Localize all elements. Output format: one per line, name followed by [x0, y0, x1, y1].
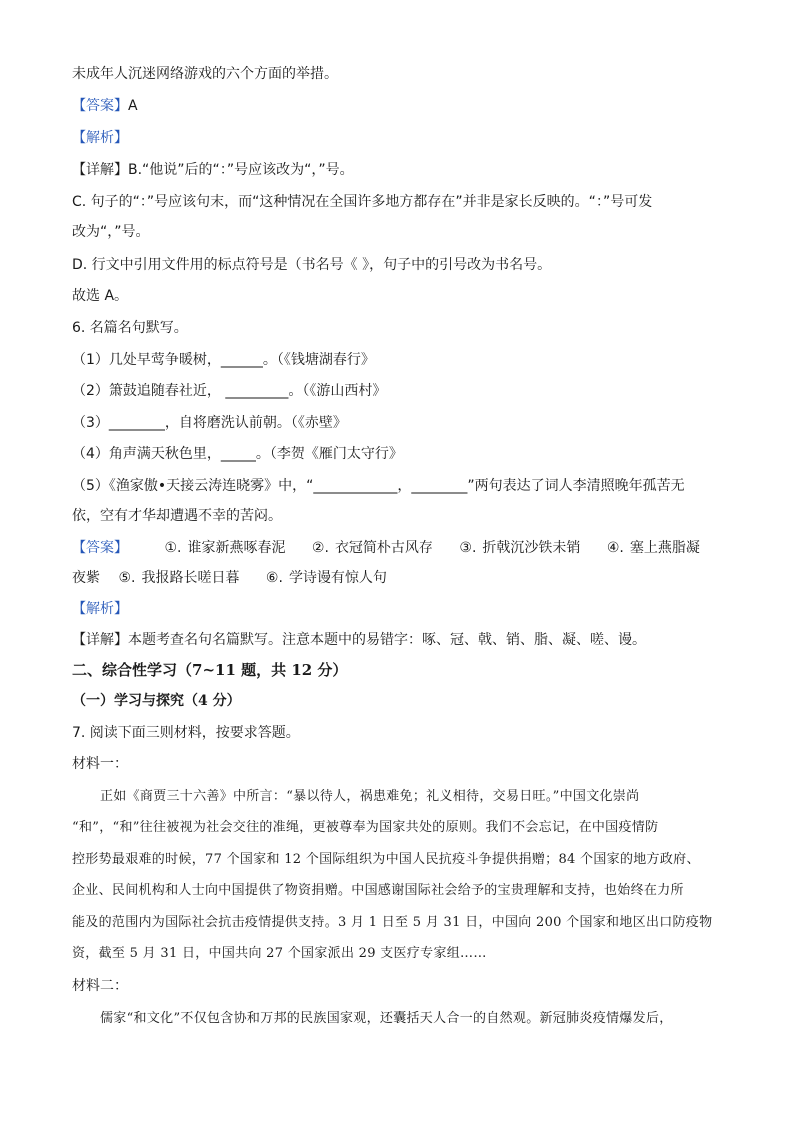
answer-item: ④. 塞上燕脂凝	[606, 540, 700, 556]
detail-tag: 【详解】	[72, 162, 128, 178]
answer-item: ①. 谁家新燕啄春泥	[164, 540, 286, 556]
analysis-tag: 【解析】	[72, 601, 128, 617]
detail-text: 本题考查名句名篇默写。注意本题中的易错字：啄、冠、戟、销、脂、凝、嗟、谩。	[128, 632, 646, 648]
detail-line	[72, 160, 722, 180]
material-label: 材料二：	[72, 978, 128, 994]
text-line: 未成年人沉迷网络游戏的六个方面的举措。	[72, 66, 338, 82]
analysis-tag: 【解析】	[72, 130, 128, 146]
detail-line	[72, 630, 722, 650]
answer-item: ⑤. 我报路长嗟日暮	[118, 570, 240, 586]
material-text: 能及的范围内为国际社会抗击疫情提供支持。3 月 1 日至 5 月 31 日，中国向 200 个国家和地区出口防疫物	[72, 915, 713, 930]
material-text: 企业、民间机构和人士向中国提供了物资捐赠。中国感谢国际社会给予的宝贵理解和支持，也始终在力所	[72, 883, 684, 898]
answer-line	[72, 538, 722, 558]
material-text: “和”，“和”往往被视为社会交往的准绳，更被尊奉为国家共处的原则。我们不会忘记，在中国疫情防	[72, 820, 659, 835]
answer-continuation: 夜紫	[72, 570, 100, 586]
detail-tag: 【详解】	[72, 632, 128, 648]
answer-line	[72, 96, 722, 116]
material-text: 控形势最艰难的时候，77 个国家和 12 个国际组织为中国人民抗疫斗争提供捐赠；84 个国家的地方政府、	[72, 852, 700, 867]
answer-tag: 【答案】	[72, 540, 128, 556]
answer-item: ⑥. 学诗谩有惊人句	[265, 570, 387, 586]
text-line: 依，空有才华却遭遇不幸的苦闷。	[72, 508, 282, 524]
question-title: 6. 名篇名句默写。	[72, 320, 188, 336]
text-line: 改为“，”号。	[72, 224, 150, 240]
question-item: （5）《渔家傲•天接云涛连晓雾》中，“____________，________”两句表达了词人李清照晚年孤苦无	[72, 478, 685, 494]
section-heading: 二、综合性学习（7~11 题，共 12 分）	[72, 661, 348, 679]
detail-text: B.“他说”后的“：”号应该改为“，”号。	[128, 162, 354, 178]
question-item: （2）箫鼓追随春社近， _________。（《游山西村》	[72, 383, 387, 399]
subsection-heading: （一）学习与探究（4 分）	[72, 693, 241, 709]
question-item: （3）________，自将磨洗认前朝。（《赤壁》	[72, 415, 347, 431]
material-text: 资，截至 5 月 31 日，中国共向 27 个国家派出 29 支医疗专家组……	[72, 946, 487, 961]
material-label: 材料一：	[72, 756, 128, 772]
question-item: （1）几处早莺争暖树，______。（《钱塘湖春行》	[72, 352, 375, 368]
material-text: 儒家“和文化”不仅包含协和万邦的民族国家观，还囊括天人合一的自然观。新冠肺炎疫情爆发后，	[100, 1011, 673, 1026]
question-title: 7. 阅读下面三则材料，按要求答题。	[72, 725, 300, 741]
question-item: （4）角声满天秋色里，_____。（李贺《雁门太守行》	[72, 446, 403, 462]
text-line: 故选 A。	[72, 288, 129, 304]
answer-item: ③. 折戟沉沙铁未销	[459, 540, 581, 556]
answer-item: ②. 衣冠简朴古风存	[311, 540, 433, 556]
text-line: D. 行文中引用文件用的标点符号是（书名号《 》，句子中的引号改为书名号。	[72, 257, 552, 273]
answer-line-cont	[72, 568, 722, 588]
material-text: 正如《商贾三十六善》中所言：“暴以待人，祸患难免；礼义相待，交易日旺。”中国文化崇尚	[100, 789, 640, 804]
text-line: C. 句子的“：”号应该句末，而“这种情况在全国许多地方都存在”并非是家长反映的。“：”号可发	[72, 194, 653, 210]
answer-tag: 【答案】	[72, 98, 128, 114]
answer-value: A	[128, 98, 138, 114]
